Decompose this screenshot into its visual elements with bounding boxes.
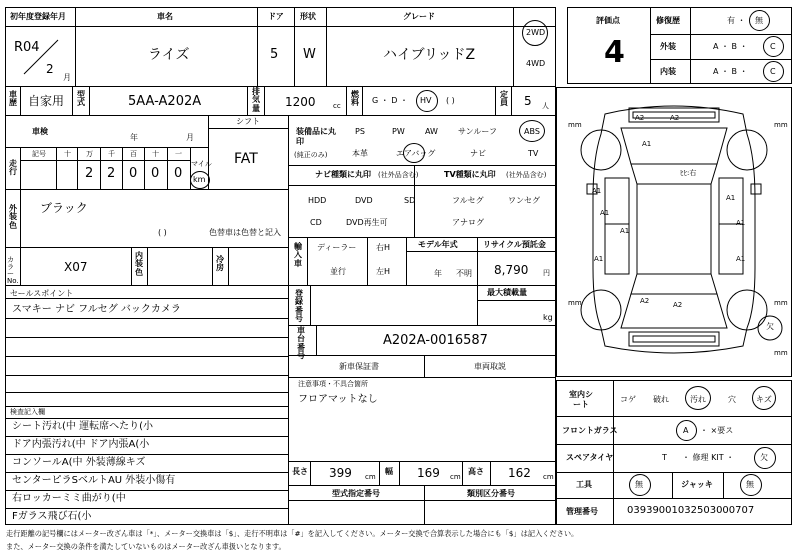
import-left-h: 左H <box>376 267 391 276</box>
shaken-month-unit: 月 <box>186 133 194 142</box>
reg-month-unit: 月 <box>63 73 71 82</box>
mm-mid-right: mm <box>774 349 788 357</box>
equip-aw: AW <box>425 127 438 136</box>
mileage-header-3: 千 <box>108 150 115 158</box>
diag-label-a1-5: A1 <box>736 219 746 227</box>
diag-label-a1-1: A1 <box>642 140 652 148</box>
nav-hdd: HDD <box>308 196 327 205</box>
sales-text: スマキー ナビ フルセグ バックカメラ <box>12 304 181 315</box>
color-note: 色替車は色替と記入 <box>209 228 281 237</box>
inspection-note-4: 右ロッカーミミ曲がり(中 <box>12 493 126 504</box>
nav-header: ナビ種類に丸印 <box>315 170 371 179</box>
diag-label-a2-4: A2 <box>673 301 683 309</box>
exterior-grades: A ・ B ・ <box>713 42 748 51</box>
mileage-header-6: 一 <box>175 150 182 158</box>
capacity: 5 <box>524 94 532 108</box>
fuel-selected: HV <box>420 96 432 105</box>
diag-label-a2-1: A2 <box>635 114 645 122</box>
exterior-label: 外装 <box>660 42 676 51</box>
type-designation-label: 型式指定番号 <box>332 489 380 498</box>
glass-rest: ・ ×要ス <box>700 426 734 435</box>
mm-bottom-left: mm <box>568 299 582 307</box>
mile-label: マイル <box>191 160 212 168</box>
door-label: ドア <box>268 12 284 21</box>
height: 162 <box>508 466 531 480</box>
cc-unit: cc <box>333 102 341 110</box>
import-right-h: 右H <box>376 243 391 252</box>
model-year-label: モデル年式 <box>418 240 458 249</box>
color-paren: ( ) <box>158 228 167 237</box>
diag-label-a1-8: A1 <box>620 227 630 235</box>
interior-label: 内装 <box>660 67 676 76</box>
interior-selected: C <box>770 67 776 76</box>
displacement-label: 排気量 <box>252 87 260 113</box>
width-label: 幅 <box>385 467 393 476</box>
grade: ハイブリッドZ <box>383 47 476 63</box>
sales-label: セールスポイント <box>10 289 74 298</box>
tv-header: TV種類に丸印 <box>444 170 496 179</box>
nav-dvd-play: DVD再生可 <box>346 218 388 227</box>
inspection-note-1: ドア内張汚れ(中 ドア内張A(小 <box>12 439 150 450</box>
ac-label: 冷房 <box>216 255 224 273</box>
equipment-label: 装備品に丸印 <box>296 127 336 147</box>
fuel-paren: ( ) <box>446 96 455 105</box>
notes-label: 注意事項・不具合箇所 <box>298 380 368 388</box>
displacement: 1200 <box>285 95 316 109</box>
tv-oneseg: ワンセグ <box>508 196 540 205</box>
nav-header-sub: (社外品含む) <box>378 171 419 179</box>
fuel-options: G ・ D ・ <box>372 96 408 105</box>
seat-tear: 破れ <box>653 395 669 404</box>
reg-era: R04 <box>14 40 40 55</box>
shape: W <box>303 47 316 62</box>
length-unit: cm <box>365 473 376 481</box>
drive-2wd: 2WD <box>526 28 546 37</box>
reg-slash <box>20 38 60 78</box>
fuel-label: 燃料 <box>351 90 359 108</box>
spare-kit: ・ 修理 KIT ・ <box>682 453 735 462</box>
mileage-label: 走行 <box>9 159 17 177</box>
mm-bottom-right: mm <box>774 299 788 307</box>
nav-sd: SD <box>404 196 416 205</box>
equip-pw: PW <box>392 127 405 136</box>
shift-label: シフト <box>236 117 260 126</box>
import-label: 輸入車 <box>294 242 302 268</box>
jack-label: ジャッキ <box>681 480 713 489</box>
notes-text: フロアマットなし <box>298 394 378 405</box>
seat-hole: 穴 <box>728 395 736 404</box>
inspection-note-3: センターピラSベルトAU 外装小傷有 <box>12 475 176 486</box>
chassis-value: A202A-0016587 <box>383 333 488 348</box>
color-value: ブラック <box>40 201 88 215</box>
equip-tv: TV <box>528 149 539 158</box>
footer-line-1: 走行距離の記号欄にはメーター改ざん車は「*」、メーター交換車は「$」、走行不明車は「#」を記入してください。メーター交換で合算表示した場合にも「$」は記入ください。 <box>6 529 579 538</box>
person-unit: 人 <box>542 102 549 110</box>
mileage-digit-0: 2 <box>85 166 94 181</box>
spare-selected: 欠 <box>760 453 768 462</box>
mm-top-right: mm <box>774 121 788 129</box>
equip-airbag: エアバッグ <box>396 149 436 158</box>
mm-top-left: mm <box>568 121 582 129</box>
mileage-header-5: 十 <box>152 150 159 158</box>
score-label: 評価点 <box>596 16 620 25</box>
interior-grades: A ・ B ・ <box>713 67 748 76</box>
mgmt-label: 管理番号 <box>566 507 598 516</box>
usage: 自家用 <box>28 94 65 108</box>
max-load-label: 最大積載量 <box>487 288 527 297</box>
car-name: ライズ <box>148 47 190 63</box>
recycle-label: リサイクル預託金 <box>483 240 546 249</box>
equip-abs: ABS <box>524 127 540 136</box>
width: 169 <box>417 466 440 480</box>
reg-number-label: 登録番号 <box>295 289 303 324</box>
repair-none: 無 <box>755 16 763 25</box>
equip-ps: PS <box>355 127 365 136</box>
shaken-year-unit: 年 <box>130 133 138 142</box>
diag-label-a1-2: A1 <box>592 187 602 195</box>
glass-label: フロントガラス <box>562 426 618 435</box>
height-unit: cm <box>543 473 554 481</box>
length-label: 長さ <box>292 467 308 476</box>
seat-label: 室内シート <box>569 390 593 409</box>
doors: 5 <box>270 47 279 62</box>
tv-fullseg: フルセグ <box>452 196 484 205</box>
drive-4wd: 4WD <box>526 59 546 68</box>
mileage-header-2: 万 <box>86 150 93 158</box>
nav-dvd: DVD <box>355 196 373 205</box>
recycle-value: 8,790 <box>494 263 529 277</box>
shape-label: 形状 <box>300 12 316 21</box>
shaken-label: 車検 <box>32 127 48 136</box>
diag-label-hihi: ﾋﾋ:右 <box>680 169 697 177</box>
mileage-header-4: 百 <box>130 150 137 158</box>
import-dealer: ディーラー <box>317 243 357 252</box>
inspection-note-0: シート汚れ(中 運転席へたり(小 <box>12 421 153 432</box>
equip-sunroof: サンルーフ <box>458 127 497 136</box>
mileage-header-0: 記号 <box>32 150 46 158</box>
diag-label-a1-4: A1 <box>726 194 736 202</box>
width-unit: cm <box>450 473 461 481</box>
seat-scratch: キズ <box>756 395 772 404</box>
import-parallel: 並行 <box>330 267 346 276</box>
diag-label-a1-6: A1 <box>736 255 746 263</box>
jack-selected: 無 <box>746 480 754 489</box>
diag-label-a1-7: A1 <box>594 255 604 263</box>
color-code: X07 <box>64 260 88 274</box>
recycle-yen: 円 <box>543 269 550 277</box>
color-label: 外装色 <box>9 204 17 230</box>
car-diagram <box>557 88 791 376</box>
capacity-label: 定員 <box>500 90 508 108</box>
equip-navi: ナビ <box>470 149 486 158</box>
model: 5AA-A202A <box>128 94 202 109</box>
equipment-sub: (純正のみ) <box>294 151 328 159</box>
height-label: 高さ <box>468 467 484 476</box>
vehicle-manual: 車両取説 <box>474 362 506 371</box>
class-number-label: 類別区分番号 <box>467 489 515 498</box>
kg-unit: kg <box>543 313 553 322</box>
score: 4 <box>604 35 625 70</box>
new-car-warranty: 新車保証書 <box>339 362 379 371</box>
mileage-digit-4: 0 <box>174 166 183 181</box>
spare-label: スペアタイヤ <box>566 453 614 462</box>
repair-yes: 有 ・ <box>727 16 746 25</box>
chip-mark: 欠 <box>766 322 774 331</box>
length: 399 <box>329 466 352 480</box>
shift: FAT <box>234 151 258 167</box>
mileage-digit-1: 2 <box>107 166 116 181</box>
car-name-label: 車名 <box>157 12 173 21</box>
mileage-header-1: 十 <box>64 150 71 158</box>
seat-burn: コゲ <box>620 395 636 404</box>
interior-color-label: 内装色 <box>135 251 143 277</box>
tv-header-sub: (社外品含む) <box>506 171 547 179</box>
km-label: km <box>193 175 206 184</box>
tv-analog: アナログ <box>452 218 484 227</box>
diag-label-a2-3: A2 <box>640 297 650 305</box>
inspection-notes-label: 検査記入欄 <box>10 408 45 416</box>
color-code-label: カラーNo. <box>7 256 19 285</box>
tools-label: 工具 <box>576 480 592 489</box>
diag-label-a2-2: A2 <box>670 114 680 122</box>
glass-selected: A <box>683 426 689 435</box>
equip-leather: 本革 <box>352 149 368 158</box>
spare-t: T <box>662 453 667 462</box>
seat-dirty: 汚れ <box>690 395 706 404</box>
repair-label: 修復歴 <box>656 16 680 25</box>
grade-label: グレード <box>403 12 435 21</box>
reg-year-label: 初年度登録年月 <box>10 12 66 21</box>
mileage-digit-3: 0 <box>151 166 160 181</box>
exterior-selected: C <box>770 42 776 51</box>
mgmt-value: 03939001032503000707 <box>627 505 755 516</box>
nav-cd: CD <box>310 218 322 227</box>
diag-label-a1-3: A1 <box>600 209 610 217</box>
reg-month: 2 <box>46 62 54 76</box>
usage-label: 車歴 <box>9 90 17 108</box>
model-year-unit: 年 <box>434 269 442 278</box>
footer-line-2: また、メーター交換の条件を満たしていないものはメーター改ざん車扱いとなります。 <box>6 542 286 551</box>
model-year-unknown: 不明 <box>456 269 472 278</box>
chassis-label: 車台番号 <box>297 326 305 361</box>
mileage-digit-2: 0 <box>129 166 138 181</box>
tools-selected: 無 <box>635 480 643 489</box>
model-label: 型式 <box>77 90 85 108</box>
inspection-note-5: Fガラス飛び石(小 <box>12 511 92 522</box>
inspection-note-2: コンソールA(中 外装薄線キズ <box>12 457 146 468</box>
